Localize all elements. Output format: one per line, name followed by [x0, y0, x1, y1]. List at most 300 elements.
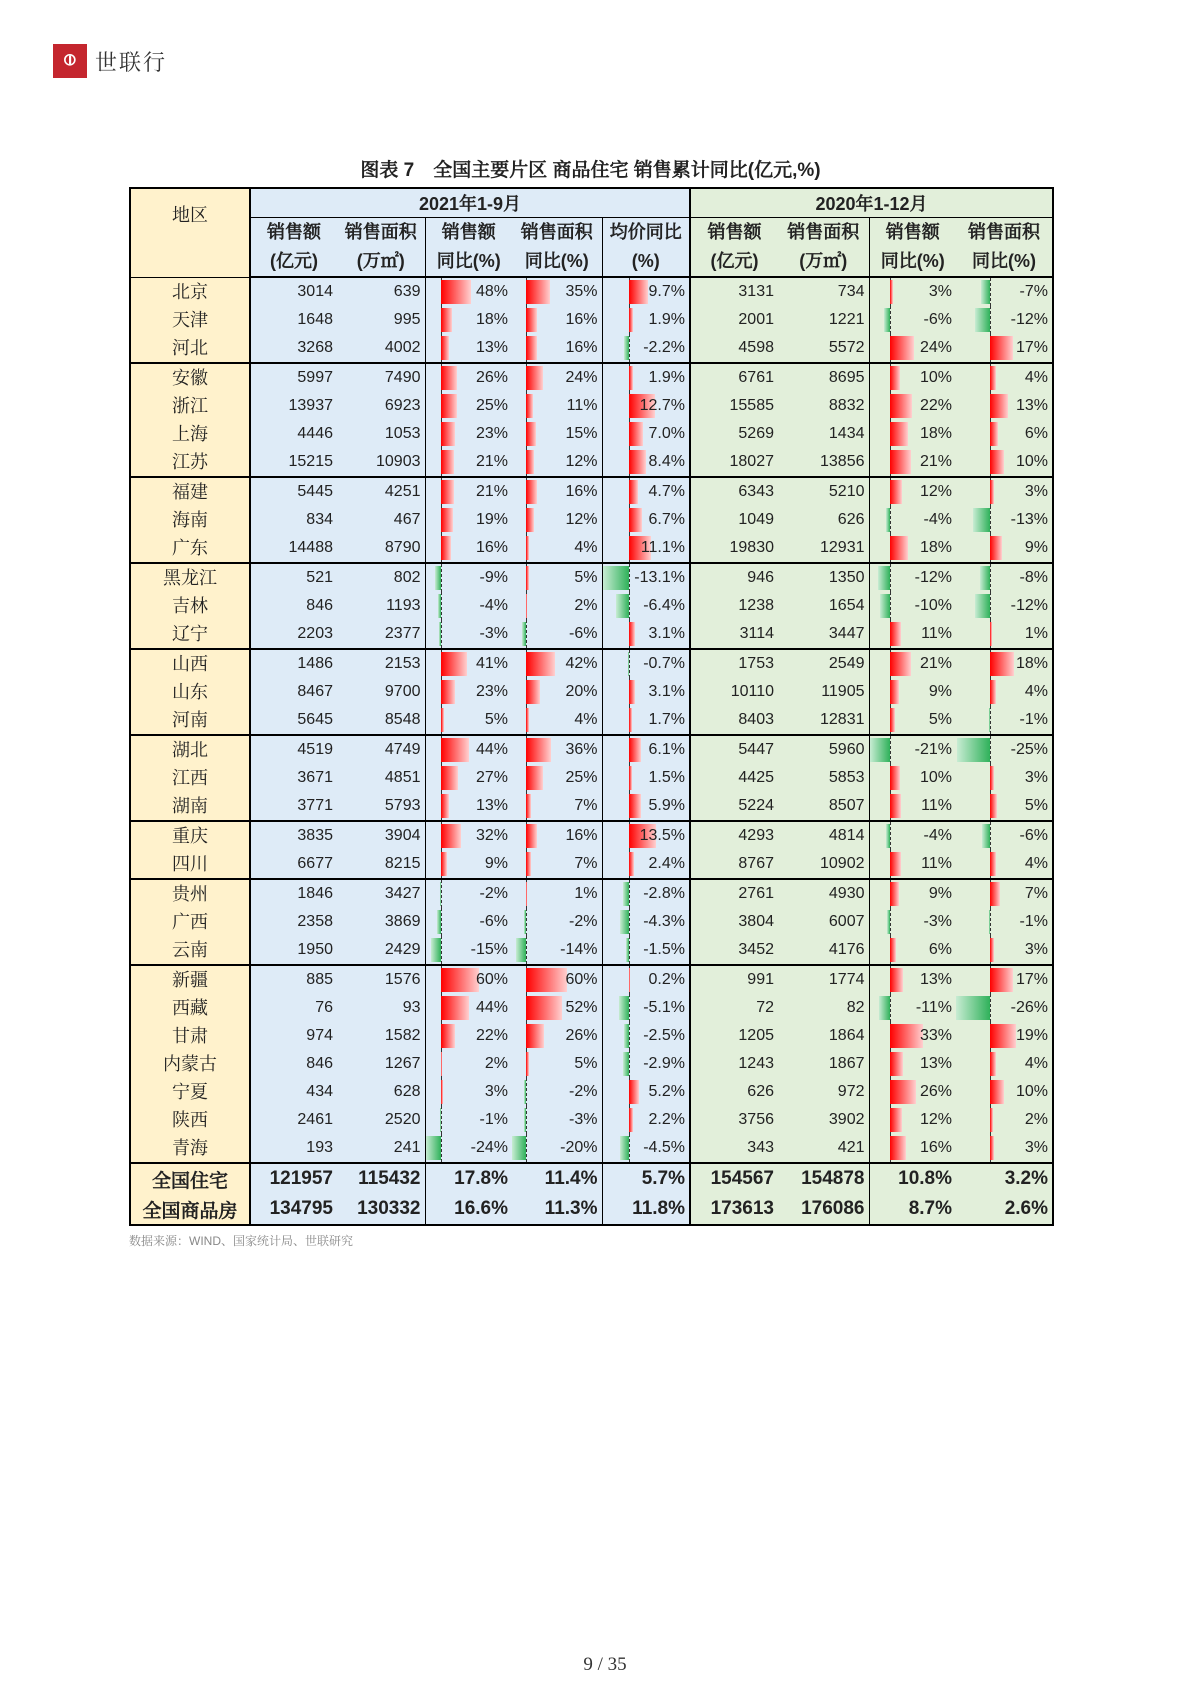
yoy-value: 25%	[565, 769, 598, 786]
value-cell: 4930	[778, 879, 869, 908]
total-value: 8.7%	[869, 1194, 956, 1225]
total-value: 154567	[690, 1163, 778, 1194]
yoy-value: 9%	[928, 885, 952, 902]
yoy-value: -12%	[1010, 311, 1048, 328]
value-cell: 1486	[250, 649, 337, 678]
yoy-value: 1.9%	[648, 369, 685, 386]
value-cell: 4598	[690, 334, 778, 363]
yoy-value: 26%	[565, 1027, 598, 1044]
yoy-cell	[602, 649, 690, 678]
yoy-cell	[602, 821, 690, 850]
region-name: 陕西	[130, 1106, 250, 1134]
yoy-value: 10%	[1015, 1083, 1048, 1100]
yoy-value: -2%	[569, 1083, 598, 1100]
yoy-cell	[512, 706, 602, 735]
yoy-cell	[956, 879, 1053, 908]
column-header: 销售面积	[512, 218, 602, 248]
total-value: 176086	[778, 1194, 869, 1225]
yoy-value: -4%	[479, 597, 508, 614]
yoy-cell	[425, 1022, 512, 1050]
yoy-cell	[602, 592, 690, 620]
value-cell: 628	[337, 1078, 425, 1106]
yoy-cell	[869, 735, 956, 764]
yoy-value: 16%	[565, 827, 598, 844]
yoy-value: -6%	[569, 625, 598, 642]
yoy-value: -10%	[914, 597, 952, 614]
value-cell: 2761	[690, 879, 778, 908]
region-name: 宁夏	[130, 1078, 250, 1106]
yoy-cell	[869, 620, 956, 649]
region-name: 江苏	[130, 448, 250, 477]
yoy-cell	[425, 563, 512, 592]
yoy-cell	[869, 277, 956, 306]
yoy-value: 9%	[484, 855, 508, 872]
column-header: (亿元)	[250, 247, 337, 277]
table-row	[130, 620, 1053, 649]
value-cell: 885	[250, 965, 337, 994]
yoy-value: 19%	[1015, 1027, 1048, 1044]
yoy-value: 4%	[1024, 855, 1048, 872]
yoy-value: 5%	[928, 711, 952, 728]
value-cell: 343	[690, 1134, 778, 1163]
yoy-cell	[425, 306, 512, 334]
table-row	[130, 706, 1053, 735]
yoy-value: -3%	[923, 913, 952, 930]
value-cell: 241	[337, 1134, 425, 1163]
yoy-cell	[512, 994, 602, 1022]
yoy-value: 8.4%	[648, 453, 685, 470]
yoy-value: 36%	[565, 741, 598, 758]
yoy-value: 11%	[921, 855, 952, 872]
yoy-cell	[956, 448, 1053, 477]
value-cell: 19830	[690, 534, 778, 563]
yoy-cell	[956, 821, 1053, 850]
yoy-cell	[602, 879, 690, 908]
column-header: (万㎡)	[778, 247, 869, 277]
column-header: 销售面积	[337, 218, 425, 248]
value-cell: 834	[250, 506, 337, 534]
yoy-cell	[602, 477, 690, 506]
yoy-value: -6%	[1019, 827, 1048, 844]
value-cell: 193	[250, 1134, 337, 1163]
value-cell: 10110	[690, 678, 778, 706]
table-row	[130, 563, 1053, 592]
value-cell: 972	[778, 1078, 869, 1106]
table-row	[130, 1050, 1053, 1078]
column-header: (万㎡)	[337, 247, 425, 277]
value-cell: 10903	[337, 448, 425, 477]
yoy-cell	[956, 936, 1053, 965]
yoy-cell	[512, 563, 602, 592]
yoy-cell	[425, 620, 512, 649]
value-cell: 946	[690, 563, 778, 592]
header-period-2020: 2020年1-12月	[690, 188, 1053, 218]
header-period-2021: 2021年1-9月	[250, 188, 690, 218]
table-row	[130, 678, 1053, 706]
value-cell: 2377	[337, 620, 425, 649]
region-name: 山西	[130, 649, 250, 678]
yoy-cell	[425, 994, 512, 1022]
region-name: 西藏	[130, 994, 250, 1022]
yoy-value: 21%	[919, 655, 952, 672]
yoy-value: 10%	[919, 769, 952, 786]
yoy-cell	[956, 965, 1053, 994]
yoy-cell	[425, 392, 512, 420]
yoy-cell	[869, 994, 956, 1022]
sales-table	[129, 187, 1054, 1226]
total-label: 全国商品房	[130, 1194, 250, 1225]
value-cell: 72	[690, 994, 778, 1022]
value-cell: 1582	[337, 1022, 425, 1050]
yoy-cell	[869, 306, 956, 334]
yoy-cell	[602, 706, 690, 735]
value-cell: 8832	[778, 392, 869, 420]
value-cell: 1774	[778, 965, 869, 994]
value-cell: 1434	[778, 420, 869, 448]
table-row	[130, 936, 1053, 965]
yoy-cell	[425, 448, 512, 477]
yoy-cell	[956, 334, 1053, 363]
yoy-value: 11.1%	[640, 539, 685, 556]
table-row	[130, 764, 1053, 792]
yoy-value: 3.1%	[648, 625, 685, 642]
region-name: 云南	[130, 936, 250, 965]
yoy-cell	[512, 620, 602, 649]
value-cell: 626	[690, 1078, 778, 1106]
value-cell: 1654	[778, 592, 869, 620]
yoy-value: -6%	[923, 311, 952, 328]
yoy-value: 4%	[574, 711, 598, 728]
value-cell: 1205	[690, 1022, 778, 1050]
yoy-value: 5%	[574, 1055, 598, 1072]
yoy-cell	[512, 392, 602, 420]
value-cell: 8507	[778, 792, 869, 821]
value-cell: 7490	[337, 363, 425, 392]
region-name: 安徽	[130, 363, 250, 392]
yoy-cell	[869, 477, 956, 506]
table-row	[130, 592, 1053, 620]
table-row	[130, 534, 1053, 563]
yoy-cell	[956, 420, 1053, 448]
region-name: 河南	[130, 706, 250, 735]
value-cell: 18027	[690, 448, 778, 477]
yoy-cell	[956, 1134, 1053, 1163]
yoy-cell	[602, 1078, 690, 1106]
value-cell: 6677	[250, 850, 337, 879]
yoy-value: 23%	[475, 683, 508, 700]
table-row	[130, 1106, 1053, 1134]
total-value: 3.2%	[956, 1163, 1053, 1194]
region-name: 湖北	[130, 735, 250, 764]
table-row	[130, 821, 1053, 850]
yoy-value: -11%	[915, 999, 952, 1016]
table-row	[130, 994, 1053, 1022]
yoy-value: 2%	[574, 597, 598, 614]
value-cell: 12831	[778, 706, 869, 735]
region-name: 青海	[130, 1134, 250, 1163]
yoy-value: 44%	[475, 741, 508, 758]
page-number: 9 / 35	[583, 1654, 627, 1675]
yoy-value: 3.1%	[648, 683, 685, 700]
yoy-cell	[425, 1050, 512, 1078]
yoy-cell	[602, 563, 690, 592]
value-cell: 1221	[778, 306, 869, 334]
value-cell: 1049	[690, 506, 778, 534]
yoy-cell	[956, 1022, 1053, 1050]
yoy-cell	[512, 1078, 602, 1106]
region-name: 广西	[130, 908, 250, 936]
yoy-cell	[602, 1022, 690, 1050]
yoy-cell	[956, 592, 1053, 620]
yoy-value: 3%	[1024, 483, 1048, 500]
total-value: 17.8%	[425, 1163, 512, 1194]
yoy-cell	[425, 879, 512, 908]
table-row	[130, 965, 1053, 994]
yoy-cell	[956, 1106, 1053, 1134]
yoy-cell	[512, 850, 602, 879]
yoy-value: -2.8%	[643, 885, 685, 902]
total-value: 5.7%	[602, 1163, 690, 1194]
column-header: 同比(%)	[512, 247, 602, 277]
value-cell: 991	[690, 965, 778, 994]
region-name: 四川	[130, 850, 250, 879]
yoy-cell	[602, 965, 690, 994]
yoy-cell	[425, 908, 512, 936]
yoy-value: 23%	[475, 425, 508, 442]
yoy-cell	[602, 764, 690, 792]
figure-caption: 图表 7 全国主要片区 商品住宅 销售累计同比(亿元,%)	[360, 160, 821, 181]
region-name: 吉林	[130, 592, 250, 620]
total-value: 2.6%	[956, 1194, 1053, 1225]
region-name: 贵州	[130, 879, 250, 908]
value-cell: 4425	[690, 764, 778, 792]
value-cell: 1238	[690, 592, 778, 620]
value-cell: 8403	[690, 706, 778, 735]
value-cell: 6007	[778, 908, 869, 936]
logo-text: 世联行	[95, 49, 168, 75]
yoy-cell	[512, 1050, 602, 1078]
yoy-cell	[425, 678, 512, 706]
yoy-cell	[602, 936, 690, 965]
yoy-cell	[869, 1050, 956, 1078]
data-source-note: 数据来源：WIND、国家统计局、世联研究	[129, 1234, 353, 1248]
yoy-cell	[512, 277, 602, 306]
column-header: 销售额	[869, 218, 956, 248]
yoy-cell	[956, 792, 1053, 821]
yoy-value: 12%	[919, 483, 952, 500]
yoy-value: -1%	[1019, 913, 1048, 930]
column-header: 销售额	[250, 218, 337, 248]
yoy-value: 10%	[919, 369, 952, 386]
yoy-cell	[425, 1134, 512, 1163]
yoy-cell	[869, 363, 956, 392]
yoy-value: 5.2%	[648, 1083, 685, 1100]
yoy-cell	[512, 477, 602, 506]
value-cell: 2549	[778, 649, 869, 678]
yoy-value: 12%	[565, 511, 598, 528]
table-row	[130, 792, 1053, 821]
value-cell: 3756	[690, 1106, 778, 1134]
yoy-value: 13%	[919, 971, 952, 988]
yoy-cell	[512, 506, 602, 534]
column-header: 均价同比	[602, 218, 690, 248]
yoy-value: 4%	[1024, 1055, 1048, 1072]
yoy-cell	[956, 534, 1053, 563]
region-name: 辽宁	[130, 620, 250, 649]
yoy-cell	[602, 363, 690, 392]
value-cell: 15585	[690, 392, 778, 420]
value-cell: 3771	[250, 792, 337, 821]
region-name: 甘肃	[130, 1022, 250, 1050]
yoy-value: 16%	[565, 483, 598, 500]
value-cell: 995	[337, 306, 425, 334]
yoy-value: 3%	[1024, 1139, 1048, 1156]
yoy-cell	[869, 792, 956, 821]
yoy-cell	[512, 448, 602, 477]
yoy-value: 22%	[919, 397, 952, 414]
yoy-cell	[425, 764, 512, 792]
value-cell: 1576	[337, 965, 425, 994]
yoy-cell	[602, 994, 690, 1022]
yoy-value: -21%	[914, 741, 952, 758]
yoy-cell	[869, 448, 956, 477]
column-header: 销售面积	[956, 218, 1053, 248]
yoy-value: 1.5%	[648, 769, 685, 786]
table-row	[130, 649, 1053, 678]
yoy-cell	[869, 392, 956, 420]
yoy-value: 18%	[1015, 655, 1048, 672]
value-cell: 4519	[250, 735, 337, 764]
table-row	[130, 306, 1053, 334]
table-row	[130, 735, 1053, 764]
yoy-value: 48%	[475, 283, 508, 300]
yoy-cell	[956, 277, 1053, 306]
value-cell: 3427	[337, 879, 425, 908]
value-cell: 4851	[337, 764, 425, 792]
value-cell: 1243	[690, 1050, 778, 1078]
yoy-cell	[869, 563, 956, 592]
yoy-value: -15%	[470, 941, 508, 958]
table-row	[130, 392, 1053, 420]
region-name: 新疆	[130, 965, 250, 994]
yoy-value: 17%	[1015, 971, 1048, 988]
total-value: 154878	[778, 1163, 869, 1194]
yoy-value: 6%	[928, 941, 952, 958]
yoy-cell	[425, 965, 512, 994]
yoy-value: 15%	[565, 425, 598, 442]
yoy-cell	[869, 678, 956, 706]
yoy-cell	[512, 965, 602, 994]
value-cell: 5445	[250, 477, 337, 506]
yoy-value: -20%	[560, 1139, 598, 1156]
yoy-value: 17%	[1015, 339, 1048, 356]
yoy-value: -1%	[479, 1111, 508, 1128]
value-cell: 3452	[690, 936, 778, 965]
value-cell: 15215	[250, 448, 337, 477]
value-cell: 14488	[250, 534, 337, 563]
value-cell: 11905	[778, 678, 869, 706]
region-name: 海南	[130, 506, 250, 534]
yoy-cell	[512, 678, 602, 706]
value-cell: 846	[250, 1050, 337, 1078]
yoy-value: 32%	[475, 827, 508, 844]
yoy-value: -1.5%	[643, 941, 685, 958]
value-cell: 9700	[337, 678, 425, 706]
total-value: 173613	[690, 1194, 778, 1225]
yoy-cell	[425, 936, 512, 965]
yoy-cell	[512, 879, 602, 908]
value-cell: 4814	[778, 821, 869, 850]
value-cell: 8215	[337, 850, 425, 879]
region-name: 湖南	[130, 792, 250, 821]
value-cell: 1867	[778, 1050, 869, 1078]
yoy-cell	[425, 792, 512, 821]
yoy-value: 4%	[1024, 683, 1048, 700]
yoy-cell	[512, 936, 602, 965]
yoy-value: 3%	[1024, 941, 1048, 958]
yoy-value: -4%	[923, 827, 952, 844]
yoy-value: 52%	[565, 999, 598, 1016]
value-cell: 1267	[337, 1050, 425, 1078]
value-cell: 5572	[778, 334, 869, 363]
yoy-cell	[602, 392, 690, 420]
yoy-value: -2.9%	[643, 1055, 685, 1072]
yoy-value: 11%	[921, 625, 952, 642]
value-cell: 1648	[250, 306, 337, 334]
table-row	[130, 1078, 1053, 1106]
value-cell: 434	[250, 1078, 337, 1106]
yoy-value: -4.3%	[643, 913, 685, 930]
yoy-value: 12.7%	[639, 397, 685, 414]
yoy-value: 6.7%	[648, 511, 685, 528]
yoy-value: -7%	[1019, 283, 1048, 300]
value-cell: 93	[337, 994, 425, 1022]
yoy-cell	[512, 792, 602, 821]
yoy-value: 5%	[484, 711, 508, 728]
yoy-value: 13%	[919, 1055, 952, 1072]
region-name: 河北	[130, 334, 250, 363]
value-cell: 3904	[337, 821, 425, 850]
value-cell: 4293	[690, 821, 778, 850]
yoy-value: 7%	[574, 797, 598, 814]
yoy-value: -3%	[479, 625, 508, 642]
table-row	[130, 1134, 1053, 1163]
yoy-cell	[425, 277, 512, 306]
logo-icon: ⦶	[53, 44, 87, 78]
region-name: 天津	[130, 306, 250, 334]
yoy-cell	[602, 908, 690, 936]
yoy-cell	[425, 735, 512, 764]
yoy-value: 24%	[919, 339, 952, 356]
region-name: 山东	[130, 678, 250, 706]
yoy-cell	[602, 1050, 690, 1078]
value-cell: 6761	[690, 363, 778, 392]
yoy-value: 6%	[1024, 425, 1048, 442]
yoy-value: 26%	[919, 1083, 952, 1100]
total-value: 11.8%	[602, 1194, 690, 1225]
yoy-value: 1.7%	[648, 711, 685, 728]
yoy-value: 18%	[919, 425, 952, 442]
yoy-value: 12%	[919, 1111, 952, 1128]
yoy-value: -2%	[479, 885, 508, 902]
yoy-cell	[602, 420, 690, 448]
yoy-cell	[869, 1022, 956, 1050]
yoy-value: -26%	[1010, 999, 1048, 1016]
value-cell: 10902	[778, 850, 869, 879]
total-value: 11.4%	[512, 1163, 602, 1194]
yoy-cell	[512, 649, 602, 678]
value-cell: 3869	[337, 908, 425, 936]
